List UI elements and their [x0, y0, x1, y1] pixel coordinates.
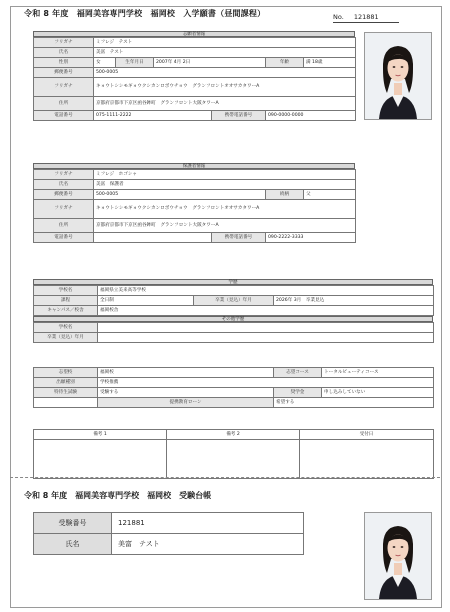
guardian-phone-label: 電話番号	[34, 233, 94, 243]
school-name-field[interactable]: 福岡県立美来高等学校	[98, 286, 434, 296]
desired-course-field[interactable]: トータルビューティコース	[322, 368, 434, 378]
loan-spacer	[34, 398, 98, 408]
note-1-field[interactable]	[34, 440, 167, 479]
applicant-address-field[interactable]: 京都府京都市下京区函谷鉾町 グランフロント大阪タワーA	[94, 97, 356, 111]
other-school-field[interactable]	[98, 323, 434, 333]
guardian-section	[33, 163, 355, 243]
applicant-name-label: 氏名	[34, 48, 94, 58]
application-number-value: 121881	[353, 13, 379, 21]
gender-field[interactable]: 女	[94, 58, 116, 68]
scholarship-exam-label: 特待生試験	[34, 388, 98, 398]
guardian-mobile-field[interactable]: 090-2222-3333	[266, 233, 356, 243]
application-type-field[interactable]: 学校推薦	[98, 378, 434, 388]
other-school-label: 学校名	[34, 323, 98, 333]
guardian-section-title: 保護者情報	[33, 163, 355, 169]
relation-field[interactable]: 父	[304, 190, 356, 200]
scholarship-exam-field[interactable]: 受験する	[98, 388, 274, 398]
other-education-title: その他学歴	[33, 316, 433, 322]
exam-number-field[interactable]: 121881	[112, 513, 304, 534]
scholarship-label: 奨学金	[274, 388, 322, 398]
relation-label: 続柄	[266, 190, 304, 200]
applicant-postal-field[interactable]: 500-0005	[94, 68, 356, 78]
applicant-name-field[interactable]: 美富 テスト	[94, 48, 356, 58]
exam-slip-title: 令和 8 年度 福岡美容専門学校 福岡校 受験台帳	[24, 491, 212, 500]
form-title: 令和 8 年度 福岡美容専門学校 福岡校 入学願書（昼間課程）	[24, 9, 266, 18]
applicant-postal-label: 郵便番号	[34, 68, 94, 78]
applicant-furigana-label: フリガナ	[34, 38, 94, 48]
guardian-furigana-label: フリガナ	[34, 170, 94, 180]
exam-slip	[33, 512, 304, 555]
education-loan-field[interactable]: 希望する	[274, 398, 434, 408]
application-type-label: 出願種別	[34, 378, 98, 388]
desired-campus-field[interactable]: 福岡校	[98, 368, 274, 378]
note-1-header: 備考 1	[34, 430, 167, 440]
education-section	[33, 279, 433, 343]
guardian-mobile-label: 携帯電話番号	[212, 233, 266, 243]
applicant-mobile-label: 携帯電話番号	[212, 111, 266, 121]
applicant-phone-label: 電話番号	[34, 111, 94, 121]
school-name-label: 学校名	[34, 286, 98, 296]
birthdate-field[interactable]: 2007年 4月 2日	[154, 58, 266, 68]
application-table	[33, 367, 434, 408]
guardian-phone-field[interactable]	[94, 233, 212, 243]
note-2-header: 備考 2	[167, 430, 300, 440]
other-graduation-label: 卒業（見込）年月	[34, 333, 98, 343]
education-section-title: 学歴	[33, 279, 433, 285]
course-type-field[interactable]: 全日制	[98, 296, 194, 306]
applicant-table	[33, 37, 356, 121]
exam-number-label: 受験番号	[34, 513, 112, 534]
graduation-date-field[interactable]: 2026年 3月 卒業見込	[274, 296, 434, 306]
other-education-table	[33, 322, 434, 343]
applicant-section	[33, 31, 355, 121]
applicant-photo	[364, 32, 432, 120]
slip-name-field[interactable]: 美富 テスト	[112, 534, 304, 555]
notes-table	[33, 429, 434, 479]
applicant-section-title: 志願者情報	[33, 31, 355, 37]
applicant-mobile-field[interactable]: 090-0000-0000	[266, 111, 356, 121]
campus-label: キャンパス／校舎	[34, 306, 98, 316]
application-section	[33, 367, 433, 408]
guardian-furigana-field[interactable]: ミフレジ ホゴシャ	[94, 170, 356, 180]
applicant-address-kana-field[interactable]: キョウトシシモギョウクシカンロボウチョウ グランフロントオオサカタワーA	[94, 78, 356, 97]
reception-date-field[interactable]	[300, 440, 434, 479]
applicant-address-label: 住所	[34, 97, 94, 111]
exam-slip-table	[33, 512, 304, 555]
graduation-date-label: 卒業（見込）年月	[194, 296, 274, 306]
education-loan-label: 提携教育ローン	[98, 398, 274, 408]
slip-photo	[364, 512, 432, 600]
birthdate-label: 生年月日	[116, 58, 154, 68]
reception-date-header: 受付日	[300, 430, 434, 440]
notes-section	[33, 429, 433, 479]
other-graduation-field[interactable]	[98, 333, 434, 343]
desired-campus-label: 志望校	[34, 368, 98, 378]
cut-line	[10, 477, 440, 478]
age-field[interactable]: 満 18歳	[304, 58, 356, 68]
guardian-postal-field[interactable]: 500-0005	[94, 190, 266, 200]
applicant-phone-field[interactable]: 075-1111-2222	[94, 111, 212, 121]
portrait-image	[365, 513, 431, 599]
age-label: 年齢	[266, 58, 304, 68]
guardian-address-field[interactable]: 京都府京都市下京区函谷鉾町 グランフロント大阪タワーA	[94, 219, 356, 233]
guardian-address-label: 住所	[34, 219, 94, 233]
scholarship-field[interactable]: 申し込みしていない	[322, 388, 434, 398]
guardian-name-label: 氏名	[34, 180, 94, 190]
applicant-furigana-field[interactable]: ミフレジ テスト	[94, 38, 356, 48]
applicant-address-kana-label: フリガナ	[34, 78, 94, 97]
portrait-image	[365, 33, 431, 119]
guardian-table	[33, 169, 356, 243]
guardian-address-kana-field[interactable]: キョウトシシモギョウクシカンロボウチョウ グランフロントオオサカタワーA	[94, 200, 356, 219]
guardian-address-kana-label: フリガナ	[34, 200, 94, 219]
guardian-postal-label: 郵便番号	[34, 190, 94, 200]
gender-label: 性別	[34, 58, 94, 68]
campus-field[interactable]: 福岡校舎	[98, 306, 434, 316]
education-table	[33, 285, 434, 316]
course-type-label: 課程	[34, 296, 98, 306]
slip-name-label: 氏名	[34, 534, 112, 555]
guardian-name-field[interactable]: 美富 保護者	[94, 180, 356, 190]
application-number-label: No.	[333, 13, 344, 21]
note-2-field[interactable]	[167, 440, 300, 479]
application-number	[333, 13, 399, 23]
desired-course-label: 志望コース	[274, 368, 322, 378]
